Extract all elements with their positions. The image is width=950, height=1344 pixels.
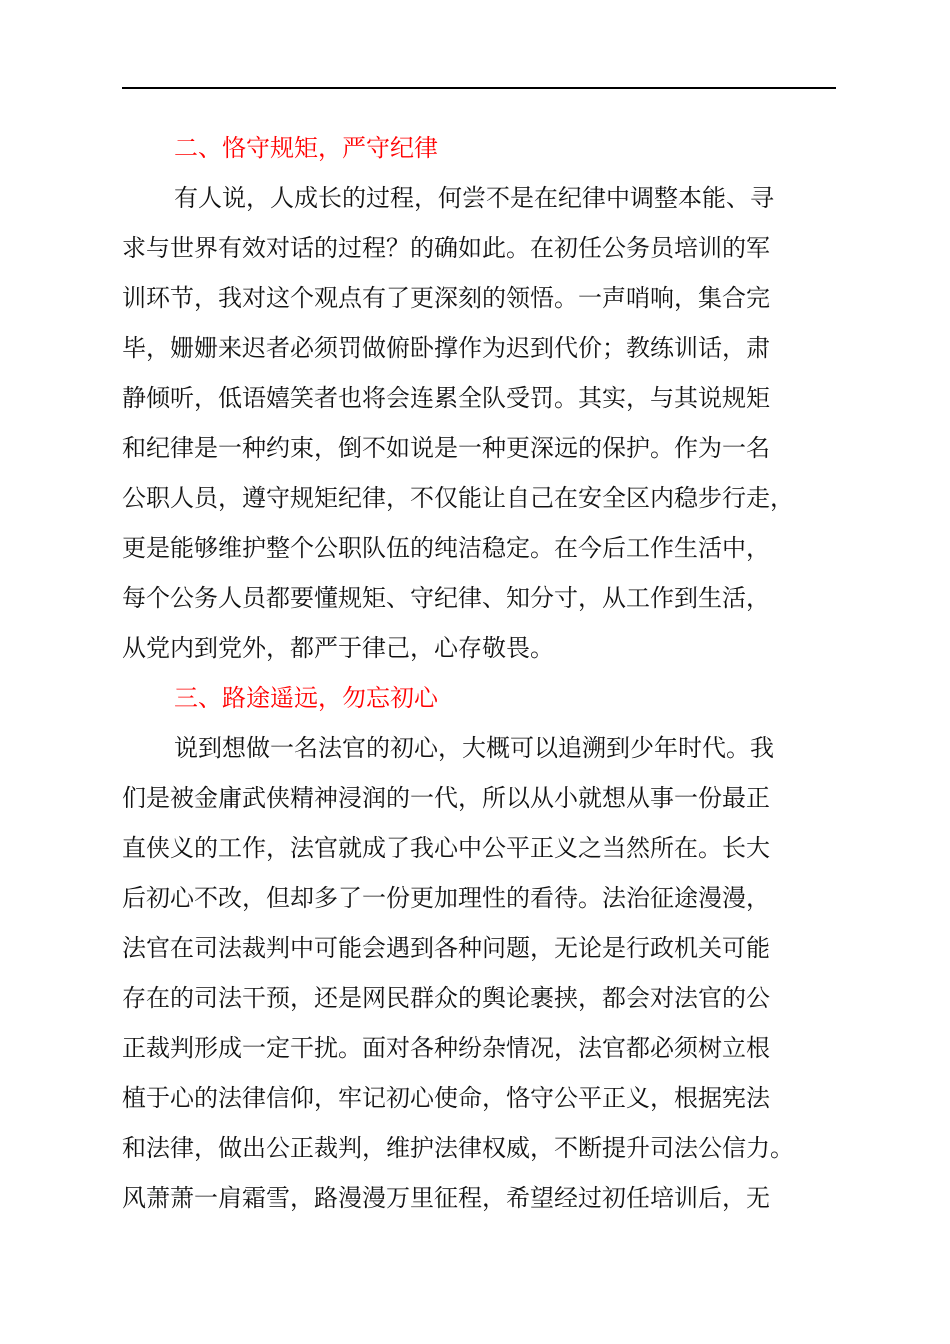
- paragraph-line: 们是被金庸武侠精神浸润的一代，所以从小就想从事一份最正: [122, 784, 770, 812]
- paragraph-line: 存在的司法干预，还是网民群众的舆论裹挟，都会对法官的公: [122, 984, 770, 1012]
- paragraph-line: 后初心不改，但却多了一份更加理性的看待。法治征途漫漫，: [122, 884, 770, 912]
- section-heading-3: 三、路途遥远，勿忘初心: [174, 684, 438, 712]
- document-body: [122, 123, 862, 1223]
- paragraph-line: 法官在司法裁判中可能会遇到各种问题，无论是行政机关可能: [122, 934, 770, 962]
- paragraph-discipline: [122, 173, 862, 673]
- paragraph-line: 说到想做一名法官的初心，大概可以追溯到少年时代。我: [174, 734, 774, 762]
- paragraph-line: 从党内到党外，都严于律己，心存敬畏。: [122, 634, 554, 662]
- header-rule: [122, 87, 836, 89]
- paragraph-line: 植于心的法律信仰，牢记初心使命，恪守公平正义，根据宪法: [122, 1084, 770, 1112]
- paragraph-line: 静倾听，低语嬉笑者也将会连累全队受罚。其实，与其说规矩: [122, 384, 770, 412]
- paragraph-line: 直侠义的工作，法官就成了我心中公平正义之当然所在。长大: [122, 834, 770, 862]
- paragraph-line: 有人说，人成长的过程，何尝不是在纪律中调整本能、寻: [174, 184, 774, 212]
- paragraph-line: 训环节，我对这个观点有了更深刻的领悟。一声哨响，集合完: [122, 284, 770, 312]
- paragraph-line: 毕，姗姗来迟者必须罚做俯卧撑作为迟到代价；教练训话，肃: [122, 334, 770, 362]
- paragraph-line: 风萧萧一肩霜雪，路漫漫万里征程，希望经过初任培训后，无: [122, 1184, 770, 1212]
- paragraph-line: 和法律，做出公正裁判，维护法律权威，不断提升司法公信力。: [122, 1134, 794, 1162]
- paragraph-line: 和纪律是一种约束，倒不如说是一种更深远的保护。作为一名: [122, 434, 770, 462]
- paragraph-line: 每个公务人员都要懂规矩、守纪律、知分寸，从工作到生活，: [122, 584, 770, 612]
- paragraph-original-aspiration: [122, 723, 862, 1223]
- paragraph-line: 正裁判形成一定干扰。面对各种纷杂情况，法官都必须树立根: [122, 1034, 770, 1062]
- paragraph-line: 公职人员，遵守规矩纪律，不仅能让自己在安全区内稳步行走，: [122, 484, 794, 512]
- paragraph-line: 求与世界有效对话的过程？的确如此。在初任公务员培训的军: [122, 234, 770, 262]
- section-heading-2: 二、恪守规矩，严守纪律: [174, 134, 438, 162]
- paragraph-line: 更是能够维护整个公职队伍的纯洁稳定。在今后工作生活中，: [122, 534, 770, 562]
